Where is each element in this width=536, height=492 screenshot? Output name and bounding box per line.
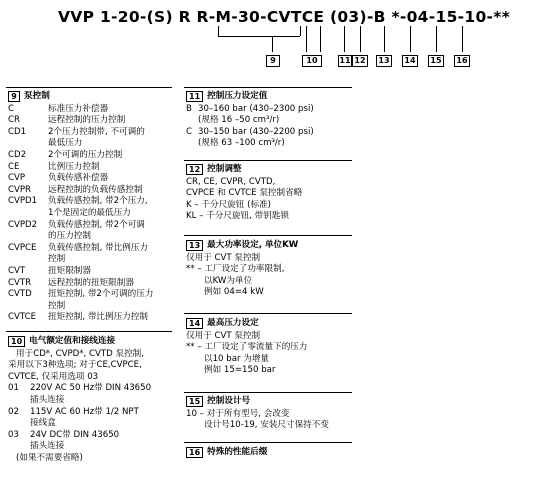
- list-item: [186, 115, 354, 127]
- list-item: [8, 150, 178, 162]
- list-item: [8, 301, 178, 313]
- item-description: (规格 16 –50 cm³/r): [198, 115, 280, 126]
- item-description: 2个压力控制带, 不可调的: [48, 126, 145, 137]
- list-item: [8, 115, 178, 127]
- item-code: CE: [8, 161, 20, 172]
- section-line: 以10 bar 为增量: [204, 353, 270, 364]
- item-description: 比例压力控制: [48, 161, 100, 172]
- list-item: [8, 289, 178, 301]
- item-code: 02: [8, 406, 19, 417]
- section-line: 仅用于 CVT 泵控制: [186, 330, 261, 341]
- item-code: CD2: [8, 149, 27, 160]
- item-description: 30–150 bar (430–2200 psi): [198, 126, 314, 137]
- item-description: 插头连接: [30, 394, 65, 405]
- section-number: 15: [186, 396, 203, 407]
- item-description: 220V AC 50 Hz带 DIN 43650: [30, 383, 152, 394]
- list-item: [8, 231, 178, 243]
- model-code: VVP 1-20-(S) R R-M-30-CVTCE (03)-B *-04-15-10-**: [58, 8, 511, 26]
- list-item: [8, 162, 178, 174]
- code-box-16: 16: [454, 55, 470, 67]
- section-note: (如果不需要省略): [16, 452, 83, 463]
- item-code: CD1: [8, 126, 27, 137]
- section-line: 例如 15=150 bar: [204, 365, 276, 376]
- divider-top-left: [6, 87, 172, 88]
- list-item: [8, 407, 180, 419]
- item-description: 2个可调的压力控制: [48, 149, 123, 160]
- list-item: [8, 127, 178, 139]
- list-item: [8, 418, 180, 430]
- item-description: 扭矩限制器: [48, 265, 91, 276]
- section-number: 14: [186, 318, 203, 329]
- section-number: 13: [186, 240, 203, 251]
- item-code: [8, 231, 48, 243]
- list-item: [186, 127, 354, 139]
- item-code: [186, 138, 198, 150]
- divider-top-right: [184, 87, 352, 88]
- section-number: 11: [186, 91, 203, 102]
- list-item: [8, 185, 178, 197]
- section-title: 最高压力设定: [207, 318, 259, 328]
- item-code: CVP: [8, 173, 26, 184]
- section-line: 仅用于 CVT 泵控制: [186, 252, 261, 263]
- section-line: 10 – 对于所有型号, 会改变: [186, 408, 290, 419]
- list-item: [8, 104, 178, 116]
- section-intro: 用于CD*, CVPD*, CVTD 泵控制,: [16, 348, 144, 359]
- section-pump-control: [8, 91, 178, 324]
- item-code: C: [186, 126, 193, 137]
- item-code: 01: [8, 383, 19, 394]
- section-line: CVPCE 和 CVTCE 泵控制省略: [186, 188, 303, 199]
- section-title: 特殊的性能后缀: [207, 447, 268, 457]
- code-box-14: 14: [402, 55, 418, 67]
- list-item: [8, 266, 178, 278]
- section-title: 控制设计号: [207, 396, 251, 406]
- item-code: [8, 395, 30, 407]
- list-item: [8, 312, 178, 324]
- section-line: KL – 千分尺旋钮, 带钥匙锁: [186, 211, 289, 222]
- item-description: 负载传感补偿器: [48, 173, 109, 184]
- list-item: [8, 395, 180, 407]
- item-description: 扭矩控制, 带2个可调的压力: [48, 289, 154, 300]
- item-description: 1个是固定的最低压力: [48, 207, 131, 218]
- code-box-15: 15: [428, 55, 444, 67]
- section-line: ** – 工厂设定了零流量下的压力: [186, 342, 308, 353]
- item-code: CVTR: [8, 277, 32, 288]
- item-code: [8, 138, 48, 150]
- section-electrical: [8, 336, 180, 465]
- item-code: [8, 418, 30, 430]
- item-code: CR: [8, 115, 20, 126]
- section-line: 设计号10-19, 安装尺寸保持不变: [204, 420, 329, 431]
- divider-r2: [184, 235, 352, 236]
- item-description: 远程控制的负载传感控制: [48, 184, 143, 195]
- list-item: [8, 278, 178, 290]
- section-intro: 采用以下3种选项; 对于CE,CVPCE,: [8, 360, 142, 371]
- code-box-13: 13: [376, 55, 392, 67]
- item-description: 的压力控制: [48, 231, 91, 242]
- section-design-number: [186, 396, 354, 432]
- code-box-10: 10: [302, 55, 322, 67]
- item-code: CVPCE: [8, 242, 37, 253]
- item-description: 最低压力: [48, 138, 83, 149]
- list-item: [8, 196, 178, 208]
- item-description: 扭矩控制, 带比例压力控制: [48, 312, 148, 323]
- section-number: 10: [8, 336, 25, 347]
- item-code: C: [8, 103, 15, 114]
- code-box-12: 12: [352, 55, 368, 67]
- code-box-11: 11: [339, 56, 351, 65]
- list-item: [8, 173, 178, 185]
- section-title: 泵控制: [24, 91, 50, 101]
- section-number: 9: [8, 91, 20, 102]
- item-description: 插头连接: [30, 441, 65, 452]
- section-title: 控制调整: [207, 164, 242, 174]
- section-special-suffix: [186, 447, 354, 460]
- item-code: CVPR: [8, 184, 32, 195]
- code-box-9: 9: [266, 55, 280, 67]
- item-description: 接线盒: [30, 418, 56, 429]
- section-line: K – 千分尺旋钮 (标准): [186, 199, 271, 210]
- list-item: [8, 430, 180, 442]
- list-item: [186, 104, 354, 116]
- section-max-power: [186, 240, 354, 299]
- section-intro: CVTCE, 仅采用选项 03: [8, 371, 99, 382]
- list-item: [8, 254, 178, 266]
- section-title: 控制压力设定值: [207, 91, 268, 101]
- section-title: 电气额定值和接线连接: [29, 336, 116, 346]
- item-code: CVTD: [8, 289, 32, 300]
- section-line: 例如 04=4 kW: [204, 287, 264, 298]
- section-line: CR, CE, CVPR, CVTD,: [186, 176, 276, 187]
- item-code: CVPD1: [8, 196, 38, 207]
- item-code: CVT: [8, 265, 26, 276]
- list-item: [8, 441, 180, 453]
- item-description: (规格 63 –100 cm³/r): [198, 138, 285, 149]
- section-control-adjust: [186, 164, 354, 223]
- item-code: B: [186, 103, 192, 114]
- list-item: [186, 138, 354, 150]
- item-description: 30–160 bar (430–2300 psi): [198, 103, 314, 114]
- item-code: 03: [8, 429, 19, 440]
- item-code: CVPD2: [8, 219, 38, 230]
- divider-r1: [184, 160, 352, 161]
- item-code: [186, 115, 198, 127]
- divider-r3: [184, 313, 352, 314]
- item-description: 负载传感控制, 带2个可调: [48, 219, 145, 230]
- item-description: 控制: [48, 254, 66, 265]
- section-line: 以KW为单位: [204, 275, 253, 286]
- section-control-pressure: [186, 91, 354, 150]
- item-description: 115V AC 60 Hz带 1/2 NPT: [30, 406, 139, 417]
- item-description: 24V DC带 DIN 43650: [30, 429, 120, 440]
- divider-r4: [184, 392, 352, 393]
- section-max-pressure: [186, 318, 354, 377]
- item-code: [8, 301, 48, 313]
- item-description: 控制: [48, 300, 66, 311]
- section-number: 16: [186, 447, 203, 458]
- item-description: 负载传感控制, 带比例压力: [48, 242, 148, 253]
- item-code: CVTCE: [8, 312, 37, 323]
- item-description: 远程控制的压力控制: [48, 115, 126, 126]
- item-description: 负载传感控制, 带2个压力,: [48, 196, 148, 207]
- item-description: 标准压力补偿器: [48, 103, 109, 114]
- list-item: [8, 208, 178, 220]
- list-item: [8, 138, 178, 150]
- item-code: [8, 441, 30, 453]
- section-number: 12: [186, 164, 203, 175]
- divider-r5: [184, 442, 352, 443]
- divider-left-mid: [6, 331, 172, 332]
- list-item: [8, 243, 178, 255]
- item-code: [8, 254, 48, 266]
- list-item: [8, 383, 180, 395]
- section-title: 最大功率设定, 单位KW: [207, 240, 299, 250]
- list-item: [8, 220, 178, 232]
- item-description: 远程控制的扭矩限制器: [48, 277, 134, 288]
- section-line: ** – 工厂设定了功率限制,: [186, 264, 285, 275]
- item-code: [8, 208, 48, 220]
